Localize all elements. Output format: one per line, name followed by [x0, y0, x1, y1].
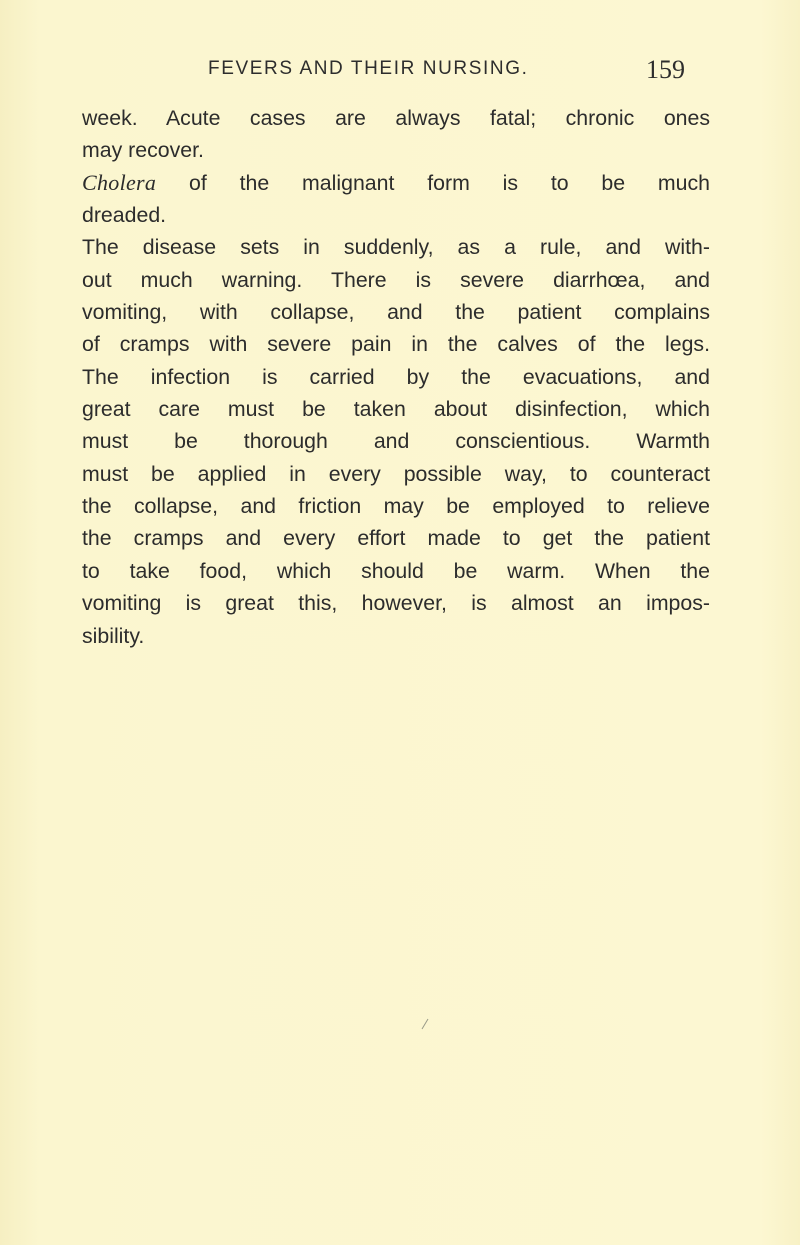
- text-line: vomiting, with collapse, and the patient complains: [82, 300, 710, 325]
- text-line: out much warning. There is severe diarrhœa, and: [82, 267, 710, 292]
- running-title: FEVERS AND THEIR NURSING.: [208, 58, 529, 79]
- text-line: dreaded.: [82, 203, 167, 228]
- text-line: The infection is carried by the evacuations, and: [82, 364, 710, 389]
- running-head: [0, 55, 800, 88]
- body-text: [82, 102, 710, 652]
- text-line: to take food, which should be warm. When the: [82, 558, 710, 583]
- text-line: may recover.: [82, 138, 204, 163]
- text-line: sibility.: [82, 623, 145, 648]
- text-line-with-term: [82, 167, 710, 199]
- text-line: great care must be taken about disinfection, which: [82, 397, 710, 422]
- text-line: must be applied in every possible way, to counteract: [82, 461, 710, 486]
- text-line-rest: of the malignant form is to be much: [189, 170, 710, 195]
- text-line: must be thorough and conscientious. Warmth: [82, 429, 710, 454]
- text-line: vomiting is great this, however, is almost an impos-: [82, 591, 710, 616]
- text-line: of cramps with severe pain in the calves of the legs.: [82, 332, 710, 357]
- italic-term: Cholera: [82, 169, 157, 195]
- text-line: the cramps and every effort made to get the patient: [82, 526, 710, 551]
- text-line: week. Acute cases are always fatal; chronic ones: [82, 106, 710, 130]
- page-number: 159: [646, 55, 685, 84]
- text-line: The disease sets in suddenly, as a rule, and with-: [82, 235, 710, 260]
- text-line: the collapse, and friction may be employed to relieve: [82, 494, 710, 519]
- stray-pencil-mark: [421, 1018, 429, 1030]
